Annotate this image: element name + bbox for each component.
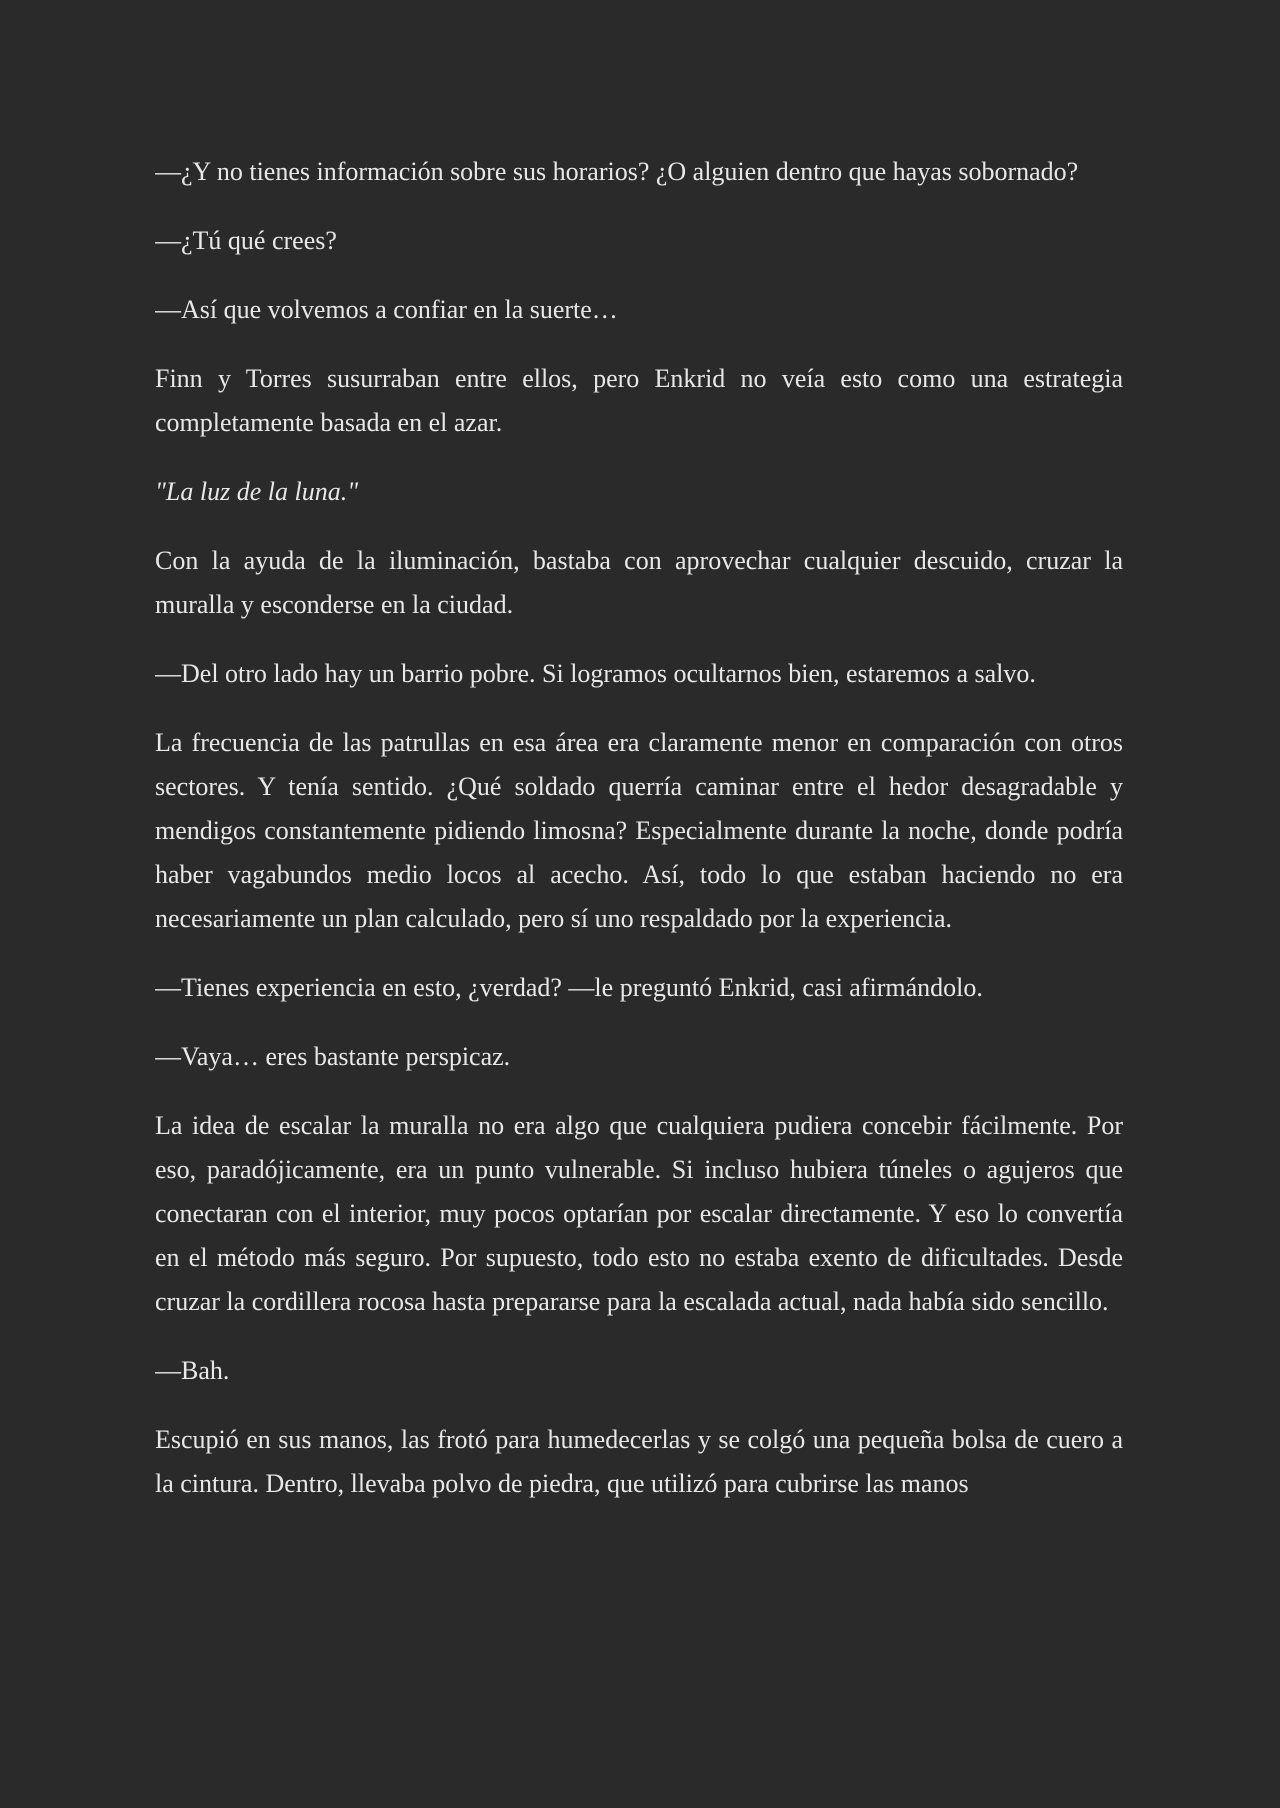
paragraph: —Bah. [155,1356,230,1385]
paragraph: Con la ayuda de la iluminación, bastaba con aprovechar cualquier descuido, cruzar la muralla y esconderse en la ciudad. [155,546,1123,619]
paragraph: Finn y Torres susurraban entre ellos, pero Enkrid no veía esto como una estrategia completamente basada en el azar. [155,364,1123,437]
paragraph: —Tienes experiencia en esto, ¿verdad? —le preguntó Enkrid, casi afirmándolo. [155,973,983,1002]
reading-page[interactable] [155,150,1123,1656]
paragraph: Escupió en sus manos, las frotó para humedecerlas y se colgó una pequeña bolsa de cuero a la cintura. Dentro, llevaba polvo de piedra, que utilizó para cubrirse las manos [155,1425,1123,1498]
paragraph: —¿Tú qué crees? [155,226,337,255]
paragraph: —Del otro lado hay un barrio pobre. Si logramos ocultarnos bien, estaremos a salvo. [155,659,1036,688]
paragraph: —¿Y no tienes información sobre sus horarios? ¿O alguien dentro que hayas sobornado? [155,157,1079,186]
paragraph: La idea de escalar la muralla no era algo que cualquiera pudiera concebir fácilmente. Por eso, paradójicamente, era un punto vulnerable. Si incluso hubiera túneles o agujeros que conectaran con el interior, muy pocos optarían por escalar directamente. Y eso lo convertía en el método más seguro. Por supuesto, todo esto no estaba exento de dificultades. Desde cruzar la cordillera rocosa hasta prepararse para la escalada actual, nada había sido sencillo. [155,1111,1123,1316]
paragraph-italic: "La luz de la luna." [155,477,359,506]
paragraph: —Así que volvemos a confiar en la suerte… [155,295,618,324]
paragraph: La frecuencia de las patrullas en esa área era claramente menor en comparación con otros sectores. Y tenía sentido. ¿Qué soldado querría caminar entre el hedor desagradable y mendigos constantemente pidiendo limosna? Especialmente durante la noche, donde podría haber vagabundos medio locos al acecho. Así, todo lo que estaban haciendo no era necesariamente un plan calculado, pero sí uno respaldado por la experiencia. [155,728,1123,933]
paragraph: —Vaya… eres bastante perspicaz. [155,1042,511,1071]
